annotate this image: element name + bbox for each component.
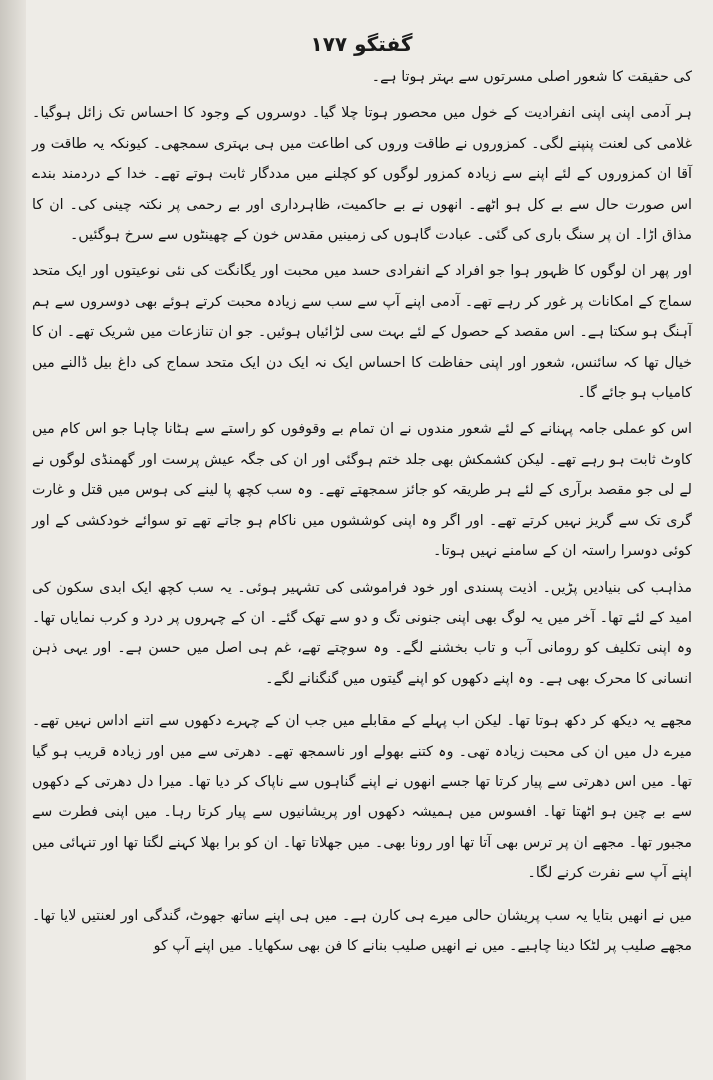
paragraph-4: اس کو عملی جامہ پہنانے کے لئے شعور مندوں نے ان تمام بے وقوفوں کو راستے سے ہٹانا چاہا جو اس کام میں کاوٹ ثابت ہو رہے تھے۔ لیکن کشمکش بھی جلد ختم ہوگئی اور ان کی جگہ عیش پرست اور گھمنڈی لوگوں نے لے لی جو مقصد برآری کے لئے ہر طریقہ کو جائز سمجھتے تھے۔ وہ سب کچھ پا لینے کی ہوس میں قتل و غارت گری تک سے گریز نہیں کرتے تھے۔ اور اگر وہ اپنی کوششوں میں ناکام ہو جاتے تھے تو سوائے خودکشی کے اور کوئی دوسرا راستہ ان کے سامنے نہیں ہوتا۔ [32, 421, 692, 560]
page-number: ۱۷۷ [310, 32, 348, 56]
chapter-title: گفتگو [354, 32, 413, 56]
paragraph-3: اور پھر ان لوگوں کا ظہور ہوا جو افراد کے انفرادی حسد میں محبت اور یگانگت کی نئی نوعیتوں اور ایک متحد سماج کے امکانات پر غور کر رہے تھے۔ آدمی اپنے آپ سے سب سے زیادہ محبت کرتے ہوئے بھی دوسروں سے ہم آہنگ ہو سکتا ہے۔ اس مقصد کے حصول کے لئے بہت سی لڑائیاں ہوئیں۔ جو ان تنازعات میں شریک تھے۔ ان کا خیال تھا کہ سائنس، شعور اور اپنی حفاظت کا احساس ایک نہ ایک دن ایک متحد سماج کی داغ بیل ڈالنے میں کامیاب ہو جائے گا۔ [32, 263, 692, 402]
body-text [32, 62, 692, 961]
paragraph-5: مذاہب کی بنیادیں پڑیں۔ اذیت پسندی اور خود فراموشی کی تشہیر ہوئی۔ یہ سب کچھ ایک ابدی سکون کی امید کے لئے تھا۔ آخر میں یہ لوگ بھی اپنی جنونی تگ و دو سے تھک گئے۔ ان کے چہروں پر درد و کرب نمایاں تھا۔ وہ اپنی تکلیف کو رومانی آب و تاب بخشنے لگے۔ وہ سوچتے تھے، غم ہی اصل میں حسن ہے۔ اور یہی ذہن انسانی کا محرک بھی ہے۔ وہ اپنے دکھوں کو اپنے گیتوں میں گنگنانے لگے۔ [32, 579, 692, 687]
page-header [0, 32, 713, 56]
paragraph-2: ہر آدمی اپنی اپنی انفرادیت کے خول میں محصور ہوتا چلا گیا۔ دوسروں کے وجود کا احساس تک زائل ہوگیا۔ غلامی کی لعنت پنپنے لگی۔ کمزوروں نے طاقت وروں کی اطاعت میں ہی بہتری سمجھی۔ کیونکہ یہ طاقت ور آقا ان کمزوروں کے لئے اپنے سے زیادہ کمزور لوگوں کو کچلنے میں مددگار ثابت ہوتے تھے۔ خدا کے دردمند بندے اس صورت حال سے بے کل ہو اٹھے۔ انھوں نے بے حاکمیت، ظاہرداری اور بے رحمی پر نکتہ چینی کی۔ ان کا مذاق اڑا۔ ان پر سنگ باری کی گئی۔ عبادت گاہوں کی زمینیں مقدس خون کے چھینٹوں سے سرخ ہوگئیں۔ [32, 105, 692, 244]
page-spine-shadow [0, 0, 26, 1080]
paragraph-1: کی حقیقت کا شعور اصلی مسرتوں سے بہتر ہوتا ہے۔ [371, 69, 692, 85]
paragraph-6: مجھے یہ دیکھ کر دکھ ہوتا تھا۔ لیکن اب پہلے کے مقابلے میں جب ان کے چہرے دکھوں سے اتنے اداس نہیں تھے۔ میرے دل میں ان کی محبت زیادہ تھی۔ وہ کتنے بھولے اور ناسمجھ تھے۔ دھرتی سے میں اور زیادہ قریب ہو گیا تھا۔ میں اس دھرتی سے پیار کرتا تھا جسے انھوں نے اپنے گناہوں سے ناپاک کر دیا تھا۔ میرا دل دھرتی کے دکھوں سے بے چین ہو اٹھتا تھا۔ افسوس میں ہمیشہ دکھوں اور پریشانیوں سے پیار کرتا رہا۔ میں اپنی فطرت سے مجبور تھا۔ مجھے ان پر ترس بھی آتا تھا اور رونا بھی۔ میں جھلاتا تھا۔ ان کو برا بھلا کہنے لگتا تھا اور تنہائی میں اپنے آپ سے نفرت کرنے لگا۔ [32, 713, 692, 882]
paragraph-7: میں نے انھیں بتایا یہ سب پریشان حالی میرے ہی کارن ہے۔ میں ہی اپنے ساتھ جھوٹ، گندگی اور لعنتیں لایا تھا۔ مجھے صلیب پر لٹکا دینا چاہیے۔ میں نے انھیں صلیب بنانے کا فن بھی سکھایا۔ میں اپنے آپ کو [32, 907, 692, 954]
